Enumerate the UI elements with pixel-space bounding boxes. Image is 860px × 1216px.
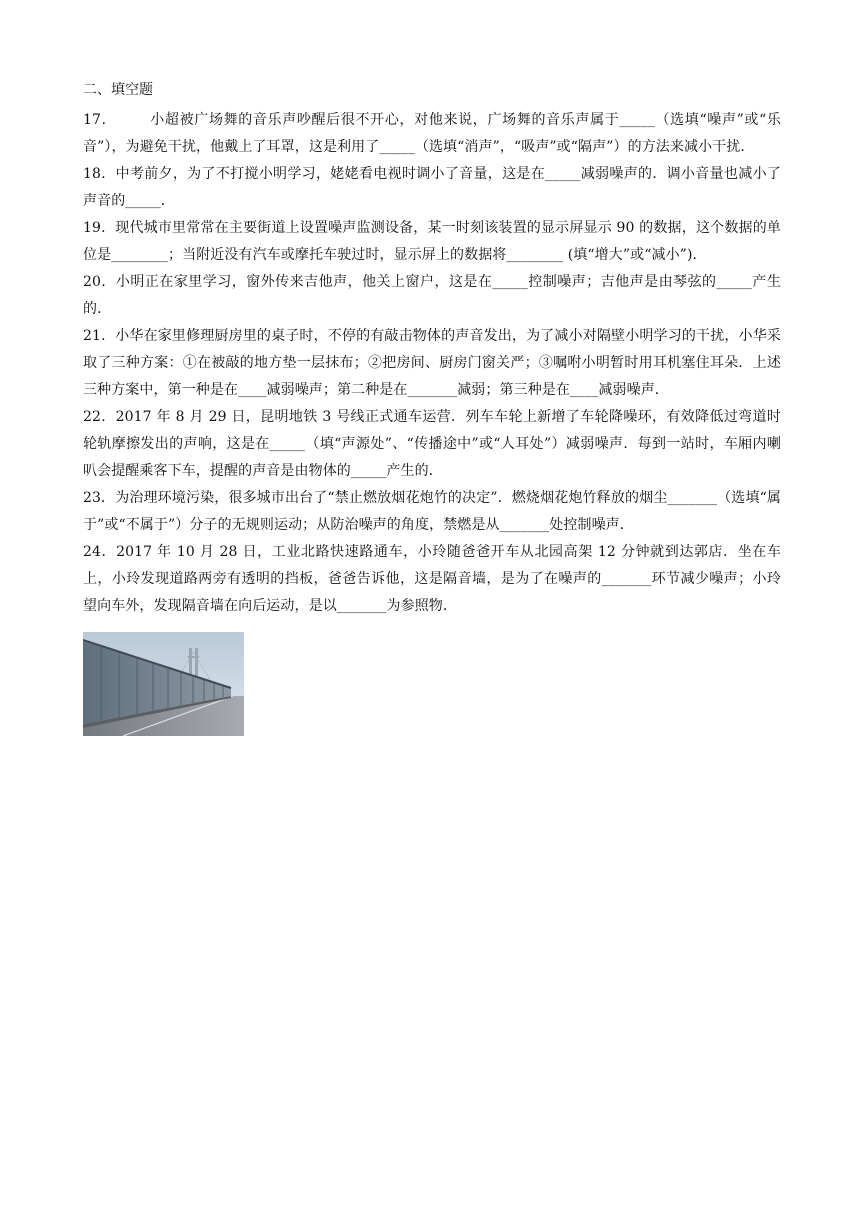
sound-barrier-photo-icon [83,632,244,736]
question-number: 23． [83,490,116,506]
question-text: 小明正在家里学习，窗外传来吉他声，他关上窗户，这是在_____控制噪声；吉他声是由琴弦的_____产生的． [83,274,781,317]
question-text: 为治理环境污染，很多城市出台了“禁止燃放烟花炮竹的决定”．燃烧烟花炮竹释放的烟尘_______（选填“属于”或“不属于”）分子的无规则运动；从防治噪声的角度，禁燃是从_______处控制噪声． [83,490,781,533]
question-18 [83,161,781,215]
question-text: 2017 年 8 月 29 日，昆明地铁 3 号线正式通车运营．列车车轮上新增了车轮降噪环，有效降低过弯道时轮轨摩擦发出的声响，这是在_____（填“声源处”、“传播途中”或“人耳处”）减弱噪声．每到一站时，车厢内喇叭会提醒乘客下车，提醒的声音是由物体的_____产生的． [83,409,781,479]
question-number: 24． [83,544,117,560]
question-text: 小华在家里修理厨房里的桌子时，不停的有敲击物体的声音发出，为了减小对隔壁小明学习的干扰，小华采取了三种方案：①在被敲的地方垫一层抹布；②把房间、厨房门窗关严；③嘱咐小明暂时用耳机塞住耳朵．上述三种方案中，第一种是在____减弱噪声；第二种是在_______减弱；第三种是在____减弱噪声． [83,328,781,398]
question-text: 小超被广场舞的音乐声吵醒后很不开心，对他来说，广场舞的音乐声属于_____（选填“噪声”或“乐音”），为避免干扰，他戴上了耳罩，这是利用了_____（选填“消声”，“吸声”或“隔声”）的方法来减小干扰． [83,112,781,155]
question-21 [83,323,781,404]
question-text: 现代城市里常常在主要街道上设置噪声监测设备，某一时刻该装置的显示屏显示 90 的数据，这个数据的单位是________；当附近没有汽车或摩托车驶过时，显示屏上的数据将________ (填“增大”或“减小”)． [83,220,781,263]
question-text: 中考前夕，为了不打搅小明学习，姥姥看电视时调小了音量，这是在_____减弱噪声的．调小音量也减小了声音的_____． [83,166,781,209]
question-17 [83,107,781,161]
question-text: 2017 年 10 月 28 日，工业北路快速路通车，小玲随爸爸开车从北园高架 12 分钟就到达郭店．坐在车上，小玲发现道路两旁有透明的挡板，爸爸告诉他，这是隔音墙，是为了在噪声的_______环节减少噪声；小玲望向车外，发现隔音墙在向后运动，是以_______为参照物． [83,544,781,614]
question-22 [83,404,781,485]
question-number: 18． [83,166,116,182]
question-19 [83,215,781,269]
question-number: 17． [83,112,117,128]
section-title: 二、填空题 [83,82,153,98]
question-number: 19． [83,220,116,236]
sound-barrier-photo [83,632,244,736]
question-23 [83,485,781,539]
question-24 [83,539,781,620]
question-number: 20． [83,274,116,290]
question-20 [83,269,781,323]
question-number: 21． [83,328,116,344]
question-number: 22． [83,409,116,425]
document-page [83,80,781,736]
